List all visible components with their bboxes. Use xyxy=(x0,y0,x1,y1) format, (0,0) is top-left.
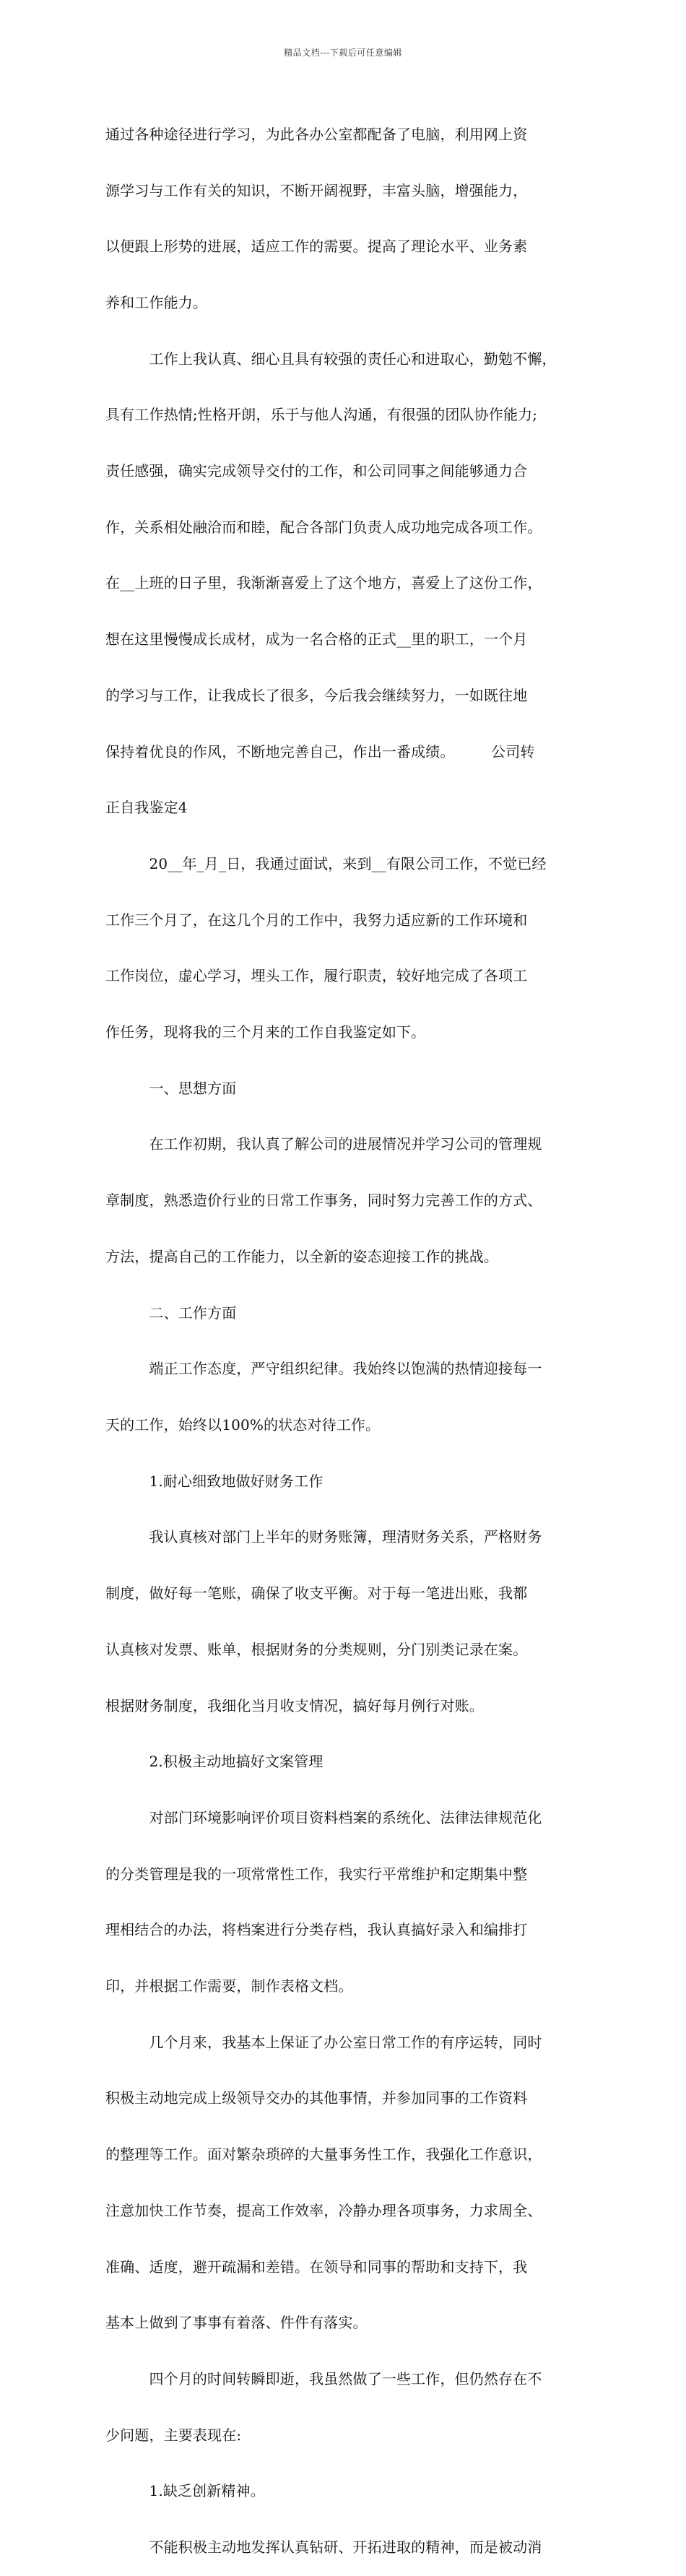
text-line: 印，并根据工作需要，制作表格文档。 xyxy=(105,1977,353,1995)
text-line: 工作三个月了，在这几个月的工作中，我努力适应新的工作环境和 xyxy=(105,911,528,929)
text-line: 工作岗位，虚心学习，埋头工作，履行职责，较好地完成了各项工 xyxy=(105,967,528,985)
text-line: 对部门环境影响评价项目资料档案的系统化、法律法律规范化 xyxy=(105,1808,542,1826)
text-line: 根据财务制度，我细化当月收支情况，搞好每月例行对账。 xyxy=(105,1696,484,1714)
text-line: 方法，提高自己的工作能力，以全新的姿态迎接工作的挑战。 xyxy=(105,1247,499,1265)
text-line: 以便跟上形势的进展，适应工作的需要。提高了理论水平、业务素 xyxy=(105,238,528,256)
text-line: 养和工作能力。 xyxy=(105,293,208,311)
text-line: 我认真核对部门上半年的财务账簿，理清财务关系，严格财务 xyxy=(105,1528,542,1546)
text-line: 1.缺乏创新精神。 xyxy=(105,2482,265,2500)
text-line: 作任务，现将我的三个月来的工作自我鉴定如下。 xyxy=(105,1023,426,1041)
text-line: 的学习与工作，让我成长了很多，今后我会继续努力，一如既往地 xyxy=(105,686,528,704)
text-line: 二、工作方面 xyxy=(105,1304,237,1322)
text-line: 的分类管理是我的一项常常性工作，我实行平常维护和定期集中整 xyxy=(105,1865,528,1883)
text-line: 基本上做到了事事有着落、件件有落实。 xyxy=(105,2314,368,2332)
text-line: 注意加快工作节奏，提高工作效率，冷静办理各项事务，力求周全、 xyxy=(105,2201,542,2219)
text-line: 认真核对发票、账单，根据财务的分类规则，分门别类记录在案。 xyxy=(105,1640,528,1658)
text-line: 不能积极主动地发挥认真钻研、开拓进取的精神，而是被动消 xyxy=(105,2538,542,2557)
document-body xyxy=(105,88,604,2576)
text-line: 保持着优良的作风，不断地完善自己，作出一番成绩。 公司转 xyxy=(105,742,535,760)
text-line: 工作上我认真、细心且具有较强的责任心和进取心，勤勉不懈， xyxy=(105,350,557,368)
text-line: 想在这里慢慢成长成材，成为一名合格的正式__里的职工，一个月 xyxy=(105,630,528,649)
page-header: 精品文档---下载后可任意编辑 xyxy=(284,48,402,58)
text-line: 理相结合的办法，将档案进行分类存档，我认真搞好录入和编排打 xyxy=(105,1921,528,1939)
text-line: 四个月的时间转瞬即逝，我虽然做了一些工作，但仍然存在不 xyxy=(105,2369,542,2388)
text-line: 几个月来，我基本上保证了办公室日常工作的有序运转，同时 xyxy=(105,2033,542,2051)
text-line: 的整理等工作。面对繁杂琐碎的大量事务性工作，我强化工作意识， xyxy=(105,2146,542,2164)
text-line: 章制度，熟悉造价行业的日常工作事务，同时努力完善工作的方式、 xyxy=(105,1192,542,1210)
text-line: 制度，做好每一笔账，确保了收支平衡。对于每一笔进出账，我都 xyxy=(105,1584,528,1603)
text-line: 作，关系相处融洽而和睦，配合各部门负责人成功地完成各项工作。 xyxy=(105,518,542,536)
text-line: 在__上班的日子里，我渐渐喜爱上了这个地方，喜爱上了这份工作， xyxy=(105,574,542,592)
text-line: 责任感强，确实完成领导交付的工作，和公司同事之间能够通力合 xyxy=(105,462,528,480)
text-line: 天的工作，始终以100%的状态对待工作。 xyxy=(105,1415,381,1434)
text-line: 通过各种途径进行学习，为此各办公室都配备了电脑，利用网上资 xyxy=(105,125,528,143)
text-line: 具有工作热情;性格开朗，乐于与他人沟通，有很强的团队协作能力; xyxy=(105,406,538,424)
text-line: 源学习与工作有关的知识，不断开阔视野，丰富头脑，增强能力， xyxy=(105,181,528,199)
text-line: 积极主动地完成上级领导交办的其他事情，并参加同事的工作资料 xyxy=(105,2089,528,2107)
text-line: 2.积极主动地搞好文案管理 xyxy=(105,1753,324,1771)
text-line: 正自我鉴定4 xyxy=(105,799,188,817)
text-line: 20__年_月_日，我通过面试，来到__有限公司工作，不觉已经 xyxy=(105,854,547,872)
text-line: 端正工作态度，严守组织纪律。我始终以饱满的热情迎接每一 xyxy=(105,1360,542,1378)
text-line: 准确、适度，避开疏漏和差错。在领导和同事的帮助和支持下，我 xyxy=(105,2258,528,2276)
text-line: 1.耐心细致地做好财务工作 xyxy=(105,1472,324,1490)
text-line: 少问题，主要表现在: xyxy=(105,2426,242,2444)
text-line: 在工作初期，我认真了解公司的进展情况并学习公司的管理规 xyxy=(105,1135,542,1153)
text-line: 一、思想方面 xyxy=(105,1079,237,1097)
